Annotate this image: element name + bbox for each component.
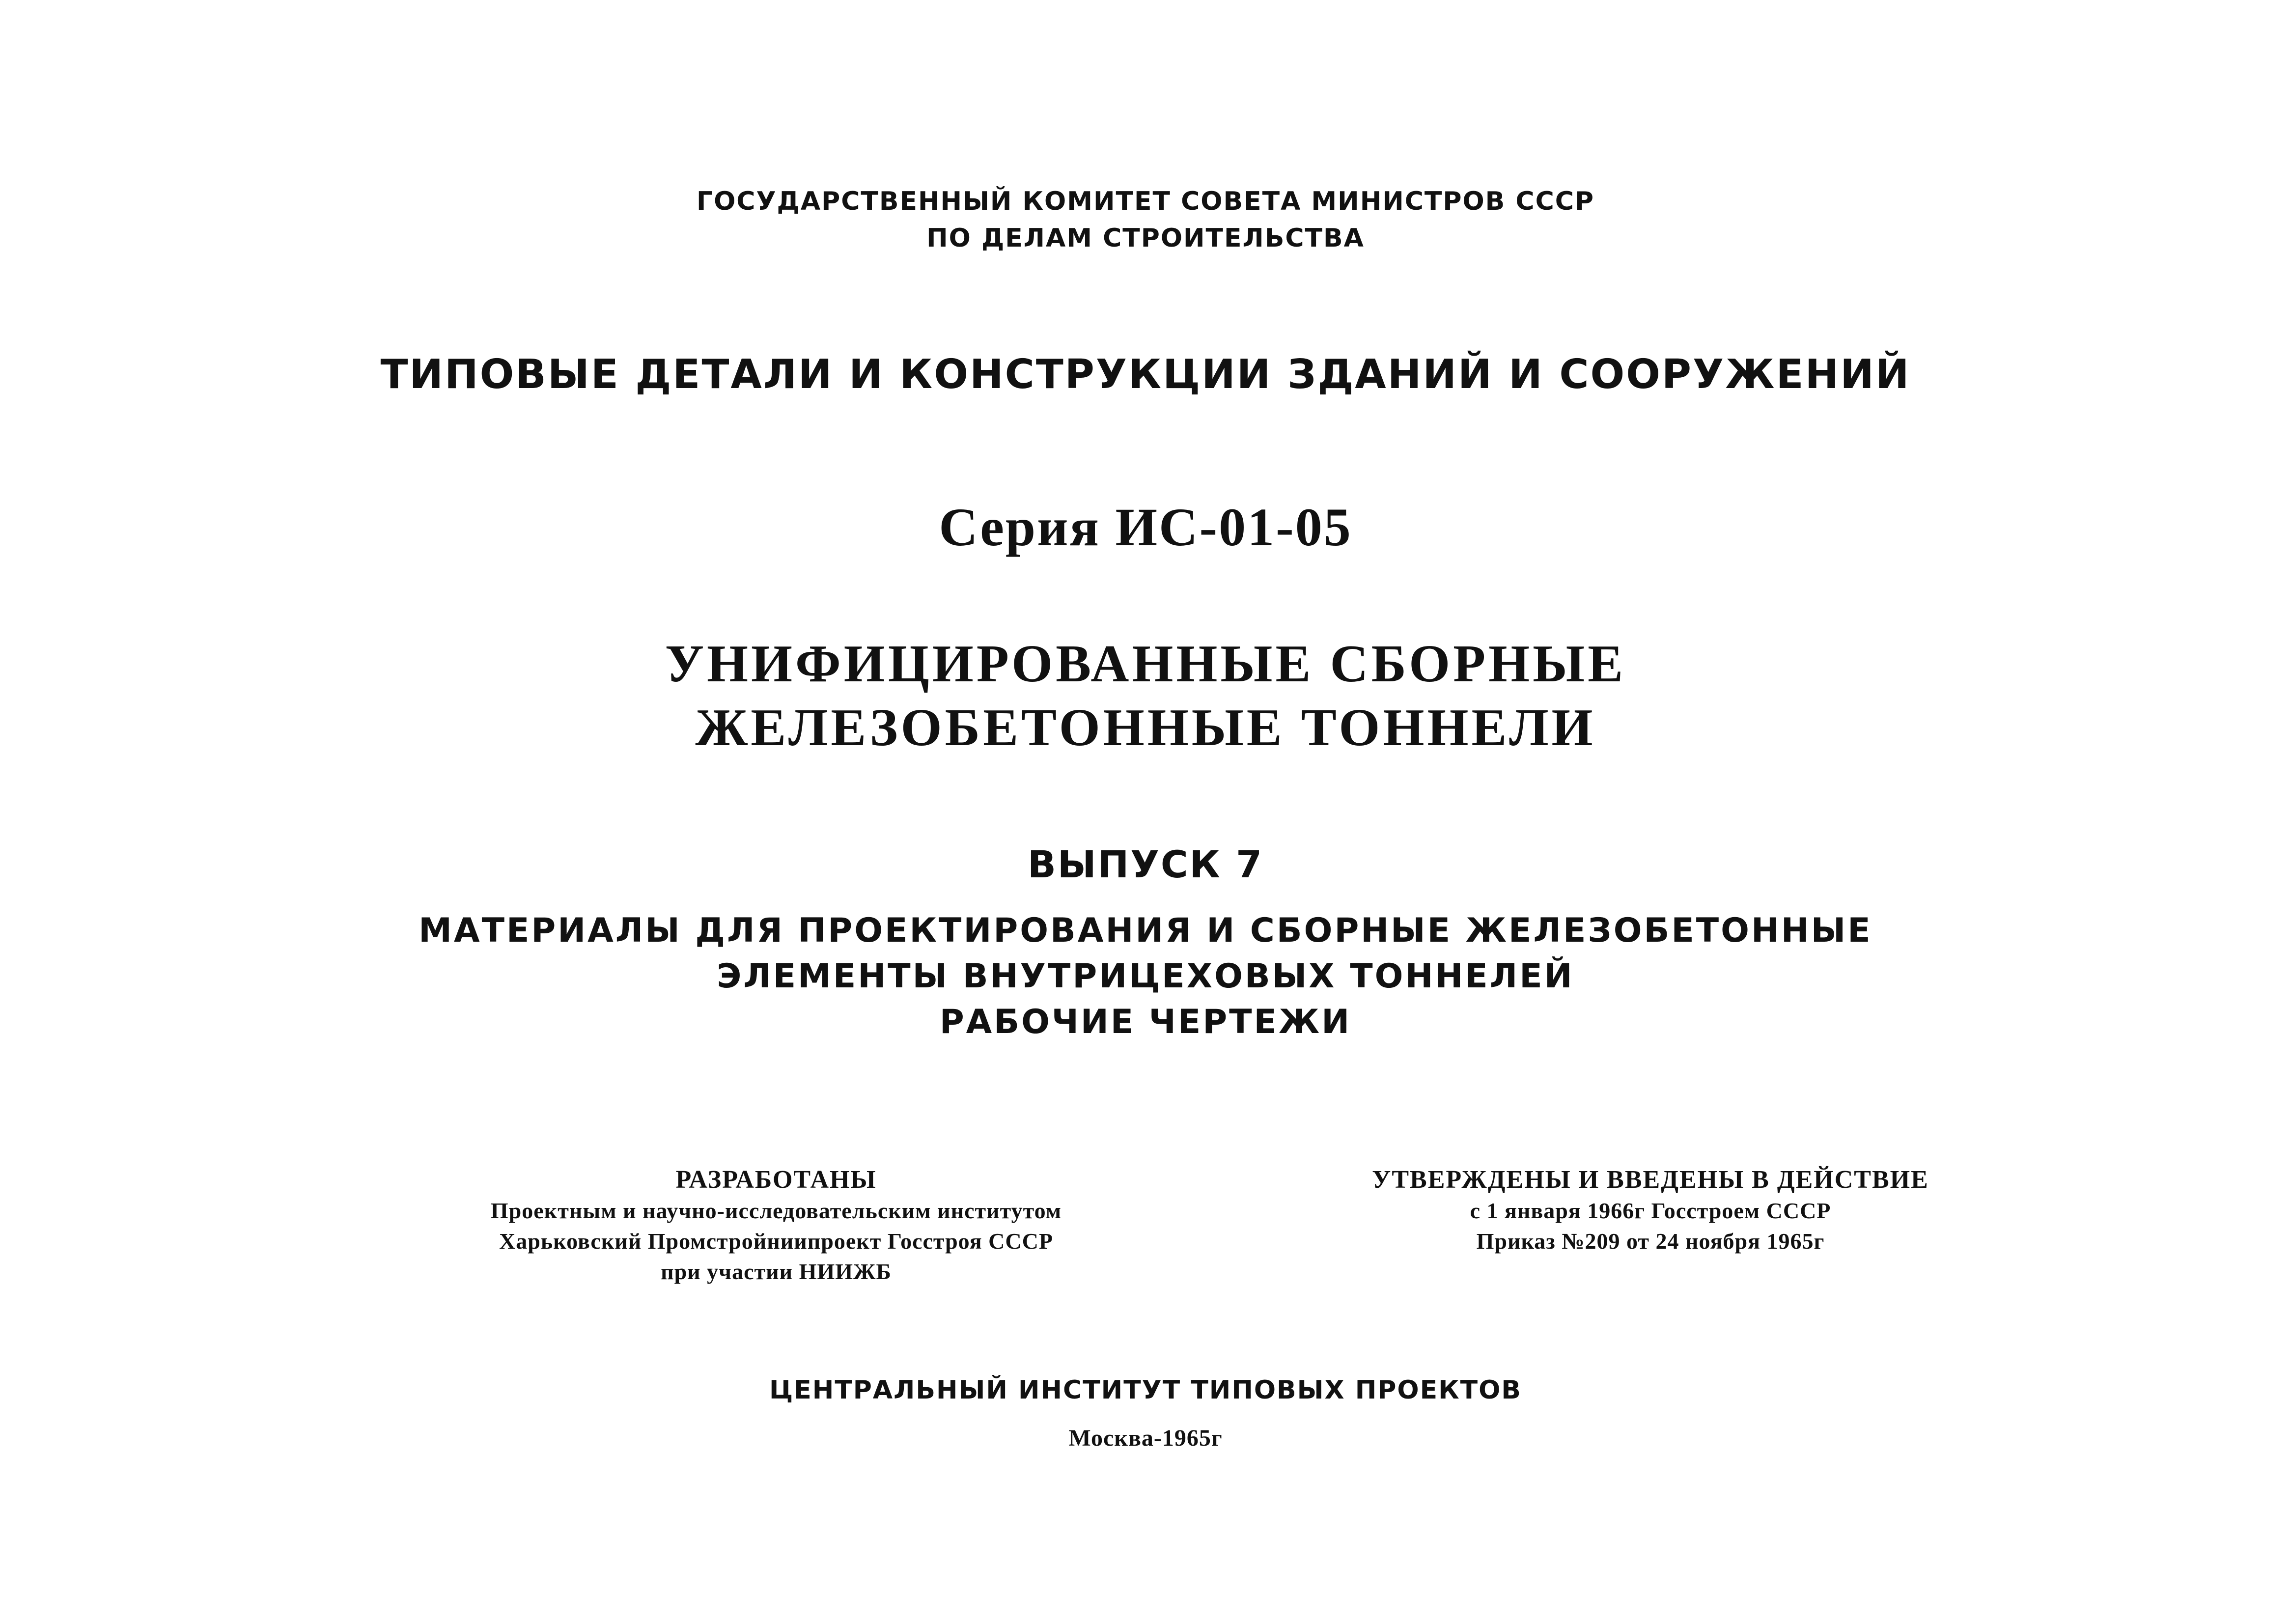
committee-name-line1: ГОСУДАРСТВЕННЫЙ КОМИТЕТ СОВЕТА МИНИСТРОВ СССР <box>696 187 1595 216</box>
approved-line2: Приказ №209 от 24 ноября 1965г <box>1476 1229 1825 1254</box>
approved-line1: с 1 января 1966г Госстроем СССР <box>1470 1198 1831 1223</box>
description-line3: РАБОЧИЕ ЧЕРТЕЖИ <box>939 1003 1352 1041</box>
developed-line1: Проектным и научно-исследовательским институтом <box>490 1198 1062 1223</box>
publication-place-year: Москва-1965г <box>1068 1425 1223 1451</box>
publisher-name: ЦЕНТРАЛЬНЫЙ ИНСТИТУТ ТИПОВЫХ ПРОЕКТОВ <box>769 1375 1522 1405</box>
developed-by-block <box>442 1164 1110 1287</box>
developed-line3: при участии НИИЖБ <box>661 1259 892 1284</box>
main-title: ТИПОВЫЕ ДЕТАЛИ И КОНСТРУКЦИИ ЗДАНИЙ И СООРУЖЕНИЙ <box>380 351 1911 398</box>
series-number: Серия ИС-01-05 <box>939 497 1352 557</box>
description-line1: МАТЕРИАЛЫ ДЛЯ ПРОЕКТИРОВАНИЯ И СБОРНЫЕ ЖЕЛЕЗОБЕТОННЫЕ <box>419 911 1872 950</box>
description-line2: ЭЛЕМЕНТЫ ВНУТРИЦЕХОВЫХ ТОННЕЛЕЙ <box>717 957 1574 996</box>
approved-block <box>1297 1164 2004 1257</box>
album-title-line2: ЖЕЛЕЗОБЕТОННЫЕ ТОННЕЛИ <box>695 699 1596 757</box>
issue-number: ВЫПУСК 7 <box>1027 842 1264 886</box>
committee-name-line2: ПО ДЕЛАМ СТРОИТЕЛЬСТВА <box>926 224 1365 253</box>
developed-heading: РАЗРАБОТАНЫ <box>675 1166 877 1194</box>
album-title-line1: УНИФИЦИРОВАННЫЕ СБОРНЫЕ <box>665 635 1626 693</box>
approved-heading: УТВЕРЖДЕНЫ И ВВЕДЕНЫ В ДЕЙСТВИЕ <box>1372 1166 1929 1194</box>
developed-line2: Харьковский Промстройниипроект Госстроя СССР <box>499 1229 1053 1254</box>
